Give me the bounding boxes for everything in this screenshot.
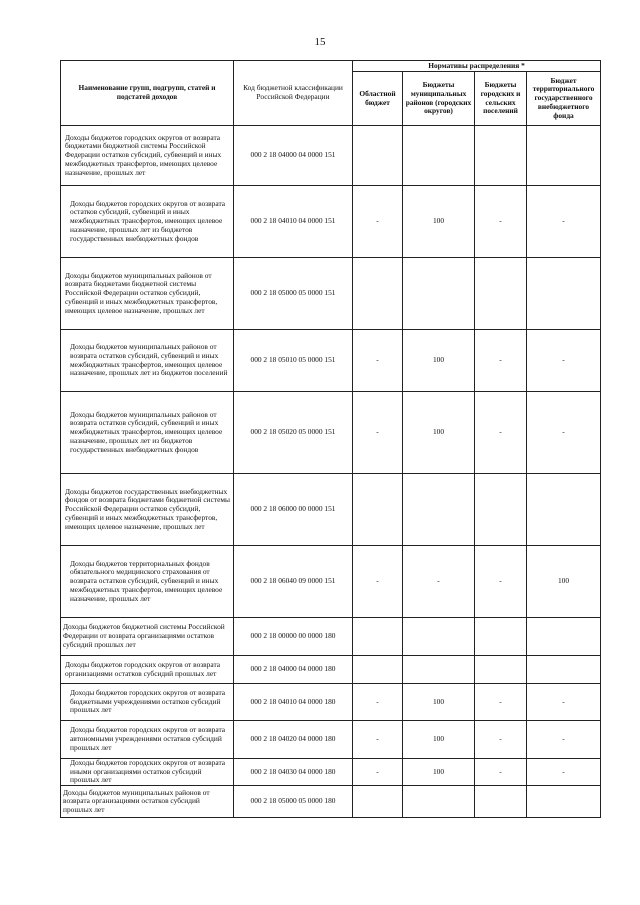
row-settlements-value	[475, 786, 527, 818]
row-municipal-value: 100	[403, 330, 475, 392]
row-oblast-value: -	[353, 392, 403, 474]
row-fund-value	[527, 474, 601, 546]
row-name: Доходы бюджетов муниципальных районов от возврата бюджетами бюджетной системы Российской Федерации остатков субсидий, субвенций и иных межбюджетных трансфертов, имеющих целевое назначение, прошлых лет	[61, 258, 234, 330]
row-oblast-value: -	[353, 721, 403, 759]
row-municipal-value	[403, 656, 475, 684]
row-code: 000 2 18 05020 05 0000 151	[234, 392, 353, 474]
row-oblast-value	[353, 656, 403, 684]
row-settlements-value: -	[475, 186, 527, 258]
header-code: Код бюджетной классификации Российской Федерации	[234, 61, 353, 126]
row-municipal-value: 100	[403, 392, 475, 474]
row-fund-value	[527, 656, 601, 684]
row-code: 000 2 18 06000 00 0000 151	[234, 474, 353, 546]
header-settlements: Бюджеты городских и сельских поселений	[475, 72, 527, 126]
row-fund-value	[527, 786, 601, 818]
row-code: 000 2 18 04010 04 0000 151	[234, 186, 353, 258]
table-body	[61, 126, 601, 818]
row-code: 000 2 18 05010 05 0000 151	[234, 330, 353, 392]
row-code: 000 2 18 05000 05 0000 180	[234, 786, 353, 818]
row-fund-value	[527, 618, 601, 656]
row-oblast-value	[353, 474, 403, 546]
budget-distribution-table	[60, 60, 601, 818]
header-oblast: Областной бюджет	[353, 72, 403, 126]
row-fund-value: -	[527, 684, 601, 721]
row-municipal-value: 100	[403, 721, 475, 759]
row-municipal-value: -	[403, 546, 475, 618]
row-code: 000 2 18 04000 04 0000 180	[234, 656, 353, 684]
row-fund-value: -	[527, 392, 601, 474]
row-settlements-value	[475, 656, 527, 684]
row-fund-value	[527, 258, 601, 330]
header-municipal: Бюджеты муниципальных районов (городских округов)	[403, 72, 475, 126]
table-row	[61, 474, 601, 546]
row-oblast-value: -	[353, 684, 403, 721]
row-code: 000 2 18 04030 04 0000 180	[234, 759, 353, 786]
row-name: Доходы бюджетов территориальных фондов обязательного медицинского страхования от возврата остатков субсидий, субвенций и иных межбюджетных трансфертов, имеющих целевое назначение, прошлых лет	[61, 546, 234, 618]
table-row	[61, 330, 601, 392]
row-municipal-value	[403, 618, 475, 656]
row-code: 000 2 18 05000 05 0000 151	[234, 258, 353, 330]
row-name: Доходы бюджетов городских округов от возврата бюджетными учреждениями остатков субсидий прошлых лет	[61, 684, 234, 721]
header-fund: Бюджет территориального государственного внебюджетного фонда	[527, 72, 601, 126]
row-oblast-value	[353, 618, 403, 656]
row-name: Доходы бюджетов городских округов от возврата бюджетами бюджетной системы Российской Федерации остатков субсидий, субвенций и иных межбюджетных трансфертов, имеющих целевое назначение, прошлых лет	[61, 126, 234, 186]
row-name: Доходы бюджетов муниципальных районов от возврата остатков субсидий, субвенций и иных межбюджетных трансфертов, имеющих целевое назначение, прошлых лет из бюджетов государственных внебюджетных фондов	[61, 392, 234, 474]
row-code: 000 2 18 04010 04 0000 180	[234, 684, 353, 721]
table-row	[61, 786, 601, 818]
row-oblast-value: -	[353, 759, 403, 786]
row-settlements-value: -	[475, 759, 527, 786]
row-fund-value: -	[527, 186, 601, 258]
row-code: 000 2 18 06040 09 0000 151	[234, 546, 353, 618]
row-name: Доходы бюджетов муниципальных районов от возврата организациями остатков субсидий прошлых лет	[61, 786, 234, 818]
row-fund-value: -	[527, 721, 601, 759]
row-settlements-value	[475, 618, 527, 656]
row-fund-value: -	[527, 330, 601, 392]
row-municipal-value	[403, 786, 475, 818]
row-fund-value: -	[527, 759, 601, 786]
table-row	[61, 618, 601, 656]
row-municipal-value: 100	[403, 186, 475, 258]
table-row	[61, 759, 601, 786]
header-normatives: Нормативы распределения *	[353, 61, 601, 72]
row-fund-value	[527, 126, 601, 186]
row-settlements-value: -	[475, 721, 527, 759]
row-oblast-value	[353, 126, 403, 186]
table-row	[61, 684, 601, 721]
row-name: Доходы бюджетов городских округов от возврата организациями остатков субсидий прошлых лет	[61, 656, 234, 684]
row-name: Доходы бюджетов городских округов от возврата остатков субсидий, субвенций и иных межбюджетных трансфертов, имеющих целевое назначение, прошлых лет из бюджетов государственных внебюджетных фондов	[61, 186, 234, 258]
row-oblast-value: -	[353, 546, 403, 618]
table-row	[61, 186, 601, 258]
table-row	[61, 656, 601, 684]
row-settlements-value: -	[475, 684, 527, 721]
row-fund-value: 100	[527, 546, 601, 618]
table-row	[61, 258, 601, 330]
row-code: 000 2 18 04000 04 0000 151	[234, 126, 353, 186]
row-code: 000 2 18 04020 04 0000 180	[234, 721, 353, 759]
row-municipal-value	[403, 258, 475, 330]
row-name: Доходы бюджетов бюджетной системы Российской Федерации от возврата организациями остатков субсидий прошлых лет	[61, 618, 234, 656]
row-name: Доходы бюджетов городских округов от возврата иными организациями остатков субсидий прошлых лет	[61, 759, 234, 786]
row-settlements-value: -	[475, 330, 527, 392]
row-settlements-value	[475, 474, 527, 546]
row-oblast-value	[353, 786, 403, 818]
row-municipal-value	[403, 126, 475, 186]
table-row	[61, 392, 601, 474]
row-settlements-value	[475, 126, 527, 186]
row-oblast-value	[353, 258, 403, 330]
row-name: Доходы бюджетов муниципальных районов от возврата остатков субсидий, субвенций и иных межбюджетных трансфертов, имеющих целевое назначение, прошлых лет из бюджетов поселений	[61, 330, 234, 392]
row-oblast-value: -	[353, 330, 403, 392]
row-settlements-value: -	[475, 546, 527, 618]
row-name: Доходы бюджетов городских округов от возврата автономными учреждениями остатков субсидий прошлых лет	[61, 721, 234, 759]
row-municipal-value	[403, 474, 475, 546]
table-row	[61, 126, 601, 186]
header-name: Наименование групп, подгрупп, статей и подстатей доходов	[61, 61, 234, 126]
row-oblast-value: -	[353, 186, 403, 258]
table-row	[61, 721, 601, 759]
row-name: Доходы бюджетов государственных внебюджетных фондов от возврата бюджетами бюджетной системы Российской Федерации остатков субсидий, субвенций и иных межбюджетных трансфертов, имеющих целевое назначение, прошлых лет	[61, 474, 234, 546]
row-municipal-value: 100	[403, 759, 475, 786]
row-settlements-value: -	[475, 392, 527, 474]
row-settlements-value	[475, 258, 527, 330]
page-number: 15	[314, 36, 326, 48]
table-row	[61, 546, 601, 618]
row-municipal-value: 100	[403, 684, 475, 721]
row-code: 000 2 18 00000 00 0000 180	[234, 618, 353, 656]
table-header	[61, 61, 601, 126]
